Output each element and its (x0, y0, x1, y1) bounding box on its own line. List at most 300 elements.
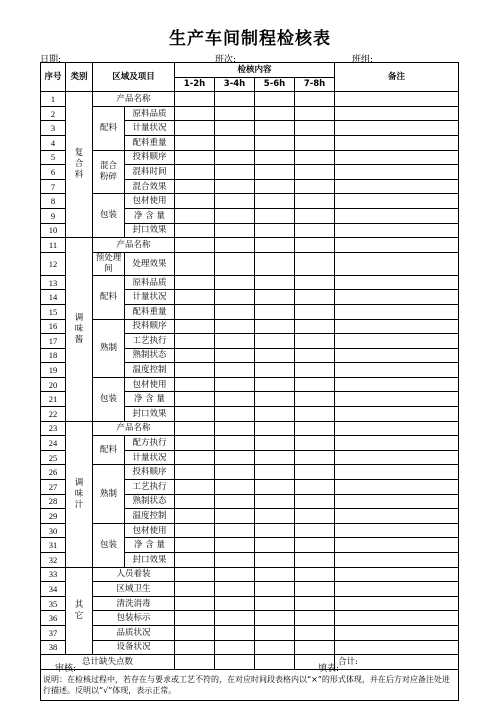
check-cell[interactable] (255, 334, 295, 349)
check-cell[interactable] (175, 194, 215, 209)
check-cell[interactable] (215, 165, 255, 180)
category-cell: 复 合 料 (66, 92, 93, 238)
item-cell: 包材使用 (125, 377, 175, 392)
check-cell[interactable] (215, 252, 255, 275)
shift-label: 班次: (215, 55, 237, 65)
inspection-table (40, 62, 459, 701)
check-cell[interactable] (295, 334, 335, 349)
check-cell[interactable] (215, 523, 255, 538)
check-cell[interactable] (215, 465, 255, 480)
header-check-content: 检核内容 (175, 63, 335, 78)
check-cell[interactable] (215, 179, 255, 194)
row-number: 5 (41, 150, 66, 165)
row-number: 27 (41, 480, 66, 495)
table-row (41, 523, 459, 538)
header-slot: 5-6h (255, 77, 295, 92)
check-cell[interactable] (215, 319, 255, 334)
check-cell[interactable] (295, 179, 335, 194)
check-cell[interactable] (215, 106, 255, 121)
remark-cell[interactable] (335, 304, 459, 319)
check-cell[interactable] (215, 304, 255, 319)
item-cell: 温度控制 (125, 509, 175, 524)
row-number: 37 (41, 625, 66, 640)
area-cell: 品质状况 (93, 625, 175, 640)
row-number: 28 (41, 494, 66, 509)
remark-cell[interactable] (335, 377, 459, 392)
summary-row (41, 655, 459, 670)
check-cell[interactable] (215, 509, 255, 524)
row-number: 31 (41, 538, 66, 553)
row-number: 3 (41, 121, 66, 136)
remark-cell[interactable] (335, 567, 459, 582)
table-body (41, 63, 459, 701)
category-cell: 调 味 酱 (66, 238, 93, 422)
check-cell[interactable] (175, 223, 215, 238)
table-row (41, 421, 459, 436)
check-cell[interactable] (215, 640, 255, 655)
remark-cell[interactable] (335, 334, 459, 349)
row-number: 24 (41, 436, 66, 451)
check-cell[interactable] (215, 238, 255, 253)
check-cell[interactable] (175, 421, 215, 436)
check-cell[interactable] (295, 165, 335, 180)
row-number: 9 (41, 208, 66, 223)
check-cell[interactable] (295, 121, 335, 136)
remark-cell[interactable] (335, 290, 459, 305)
check-cell[interactable] (295, 135, 335, 150)
check-cell[interactable] (255, 509, 295, 524)
remark-cell[interactable] (335, 538, 459, 553)
check-cell[interactable] (215, 450, 255, 465)
remark-cell[interactable] (335, 208, 459, 223)
check-cell[interactable] (175, 450, 215, 465)
item-cell: 净 含 量 (125, 208, 175, 223)
header-seq: 序号 (41, 63, 66, 92)
check-cell[interactable] (295, 465, 335, 480)
area-cell: 产品名称 (93, 92, 175, 107)
check-cell[interactable] (215, 596, 255, 611)
check-cell[interactable] (175, 494, 215, 509)
check-cell[interactable] (295, 494, 335, 509)
check-cell[interactable] (215, 223, 255, 238)
check-cell[interactable] (295, 238, 335, 253)
check-cell[interactable] (295, 538, 335, 553)
check-cell[interactable] (295, 640, 335, 655)
filler-label: 填表: (318, 664, 340, 674)
remark-cell[interactable] (335, 450, 459, 465)
check-cell[interactable] (255, 523, 295, 538)
item-cell: 工艺执行 (125, 334, 175, 349)
item-cell: 投料顺序 (125, 150, 175, 165)
check-cell[interactable] (175, 290, 215, 305)
row-number: 17 (41, 334, 66, 349)
remark-cell[interactable] (335, 319, 459, 334)
row-number: 4 (41, 135, 66, 150)
remark-cell[interactable] (335, 465, 459, 480)
item-cell: 配料重量 (125, 135, 175, 150)
remark-cell[interactable] (335, 553, 459, 568)
remark-cell[interactable] (335, 238, 459, 253)
check-cell[interactable] (215, 377, 255, 392)
check-cell[interactable] (295, 275, 335, 290)
check-cell[interactable] (255, 480, 295, 495)
check-cell[interactable] (175, 275, 215, 290)
check-cell[interactable] (255, 319, 295, 334)
subarea-cell: 配料 (93, 436, 125, 465)
check-cell[interactable] (255, 194, 295, 209)
row-number: 34 (41, 582, 66, 597)
check-cell[interactable] (255, 363, 295, 378)
check-cell[interactable] (175, 480, 215, 495)
table-row (41, 611, 459, 626)
check-cell[interactable] (215, 290, 255, 305)
subarea-cell: 预处理间 (93, 252, 125, 275)
table-row (41, 252, 459, 275)
remark-cell[interactable] (335, 223, 459, 238)
sum-label: 合计: (335, 655, 459, 670)
check-cell[interactable] (215, 436, 255, 451)
check-cell[interactable] (255, 135, 295, 150)
remark-cell[interactable] (335, 625, 459, 640)
check-cell[interactable] (215, 135, 255, 150)
remark-cell[interactable] (335, 92, 459, 107)
table-row (41, 194, 459, 209)
check-cell[interactable] (255, 377, 295, 392)
check-cell[interactable] (175, 567, 215, 582)
check-cell[interactable] (255, 150, 295, 165)
check-cell[interactable] (295, 92, 335, 107)
check-cell[interactable] (255, 275, 295, 290)
category-cell: 其 它 (66, 567, 93, 655)
item-cell: 计量状况 (125, 121, 175, 136)
check-cell[interactable] (295, 582, 335, 597)
area-cell: 人员着装 (93, 567, 175, 582)
area-cell: 设备状况 (93, 640, 175, 655)
check-cell[interactable] (255, 596, 295, 611)
remark-cell[interactable] (335, 275, 459, 290)
check-cell[interactable] (255, 179, 295, 194)
subarea-cell: 熟制 (93, 465, 125, 523)
item-cell: 熟制状态 (125, 494, 175, 509)
check-cell[interactable] (175, 106, 215, 121)
check-cell[interactable] (295, 363, 335, 378)
check-cell[interactable] (295, 625, 335, 640)
total-cell[interactable] (255, 655, 295, 670)
check-cell[interactable] (175, 640, 215, 655)
header-area: 区域及项目 (93, 63, 175, 92)
row-number: 10 (41, 223, 66, 238)
item-cell: 封口效果 (125, 223, 175, 238)
check-cell[interactable] (175, 611, 215, 626)
item-cell: 投料顺序 (125, 465, 175, 480)
check-cell[interactable] (175, 509, 215, 524)
remark-cell[interactable] (335, 436, 459, 451)
check-cell[interactable] (215, 348, 255, 363)
check-cell[interactable] (295, 436, 335, 451)
check-cell[interactable] (295, 450, 335, 465)
check-cell[interactable] (175, 179, 215, 194)
check-cell[interactable] (295, 304, 335, 319)
check-cell[interactable] (175, 596, 215, 611)
row-number: 14 (41, 290, 66, 305)
item-cell: 配料重量 (125, 304, 175, 319)
check-cell[interactable] (255, 494, 295, 509)
check-cell[interactable] (215, 553, 255, 568)
row-number: 22 (41, 407, 66, 422)
remark-cell[interactable] (335, 252, 459, 275)
check-cell[interactable] (295, 480, 335, 495)
check-cell[interactable] (215, 275, 255, 290)
remark-cell[interactable] (335, 480, 459, 495)
check-cell[interactable] (255, 640, 295, 655)
check-cell[interactable] (295, 567, 335, 582)
remark-cell[interactable] (335, 582, 459, 597)
check-cell[interactable] (175, 363, 215, 378)
check-cell[interactable] (295, 290, 335, 305)
subarea-cell: 熟制 (93, 319, 125, 377)
check-cell[interactable] (175, 165, 215, 180)
check-cell[interactable] (255, 567, 295, 582)
check-cell[interactable] (295, 223, 335, 238)
check-cell[interactable] (175, 348, 215, 363)
check-cell[interactable] (295, 319, 335, 334)
row-number: 38 (41, 640, 66, 655)
subarea-cell: 混合 粉碎 (93, 150, 125, 194)
remark-cell[interactable] (335, 165, 459, 180)
row-number: 29 (41, 509, 66, 524)
check-cell[interactable] (255, 436, 295, 451)
check-cell[interactable] (215, 625, 255, 640)
check-cell[interactable] (255, 625, 295, 640)
item-cell: 净 含 量 (125, 392, 175, 407)
remark-cell[interactable] (335, 611, 459, 626)
item-cell: 原料品质 (125, 106, 175, 121)
check-cell[interactable] (175, 392, 215, 407)
check-cell[interactable] (215, 421, 255, 436)
check-cell[interactable] (175, 238, 215, 253)
total-cell[interactable] (215, 655, 255, 670)
item-cell: 工艺执行 (125, 480, 175, 495)
check-cell[interactable] (255, 538, 295, 553)
total-cell[interactable] (175, 655, 215, 670)
row-number: 12 (41, 252, 66, 275)
row-number: 21 (41, 392, 66, 407)
remark-cell[interactable] (335, 179, 459, 194)
note-text: 说明：在检核过程中，若存在与要求或工艺不符的，在对应时间段表格内以“×”的形式体现，并在后方对应备注处进行描述。反明以“√”体现，表示正常。 (41, 669, 459, 700)
page-title: 生产车间制程检核表 (169, 29, 331, 49)
check-cell[interactable] (255, 223, 295, 238)
check-cell[interactable] (255, 208, 295, 223)
item-cell: 熟制状态 (125, 348, 175, 363)
table-row (41, 640, 459, 655)
row-number: 8 (41, 194, 66, 209)
table-row (41, 582, 459, 597)
table-row (41, 625, 459, 640)
row-number: 35 (41, 596, 66, 611)
check-cell[interactable] (215, 194, 255, 209)
check-cell[interactable] (255, 421, 295, 436)
check-cell[interactable] (295, 407, 335, 422)
check-cell[interactable] (255, 165, 295, 180)
row-number: 13 (41, 275, 66, 290)
table-row (41, 150, 459, 165)
check-cell[interactable] (175, 92, 215, 107)
remark-cell[interactable] (335, 494, 459, 509)
item-cell: 混合效果 (125, 179, 175, 194)
remark-cell[interactable] (335, 596, 459, 611)
check-cell[interactable] (295, 509, 335, 524)
row-number: 11 (41, 238, 66, 253)
check-cell[interactable] (255, 304, 295, 319)
check-cell[interactable] (215, 582, 255, 597)
check-cell[interactable] (175, 582, 215, 597)
check-cell[interactable] (175, 538, 215, 553)
subarea-cell: 包装 (93, 523, 125, 567)
check-cell[interactable] (295, 208, 335, 223)
check-cell[interactable] (255, 92, 295, 107)
check-cell[interactable] (295, 523, 335, 538)
remark-cell[interactable] (335, 523, 459, 538)
row-number: 15 (41, 304, 66, 319)
check-cell[interactable] (175, 523, 215, 538)
table-row (41, 319, 459, 334)
check-cell[interactable] (175, 436, 215, 451)
check-cell[interactable] (215, 334, 255, 349)
check-cell[interactable] (175, 319, 215, 334)
subarea-cell: 配料 (93, 275, 125, 319)
header-remark: 备注 (335, 63, 459, 92)
check-cell[interactable] (175, 407, 215, 422)
header-slot: 1-2h (175, 77, 215, 92)
remark-cell[interactable] (335, 121, 459, 136)
check-cell[interactable] (215, 611, 255, 626)
item-cell: 计量状况 (125, 290, 175, 305)
check-cell[interactable] (255, 121, 295, 136)
check-cell[interactable] (255, 553, 295, 568)
remark-cell[interactable] (335, 363, 459, 378)
check-cell[interactable] (255, 407, 295, 422)
check-cell[interactable] (255, 392, 295, 407)
check-cell[interactable] (295, 596, 335, 611)
row-number: 25 (41, 450, 66, 465)
row-number: 6 (41, 165, 66, 180)
item-cell: 净 含 量 (125, 538, 175, 553)
row-number: 2 (41, 106, 66, 121)
check-cell[interactable] (255, 465, 295, 480)
check-cell[interactable] (255, 348, 295, 363)
table-row (41, 92, 459, 107)
area-cell: 区域卫生 (93, 582, 175, 597)
check-cell[interactable] (215, 363, 255, 378)
check-cell[interactable] (295, 553, 335, 568)
check-cell[interactable] (215, 150, 255, 165)
item-cell: 投料顺序 (125, 319, 175, 334)
table-row (41, 436, 459, 451)
area-cell: 产品名称 (93, 421, 175, 436)
check-cell[interactable] (295, 252, 335, 275)
remark-cell[interactable] (335, 348, 459, 363)
table-row (41, 377, 459, 392)
check-cell[interactable] (215, 494, 255, 509)
check-cell[interactable] (215, 208, 255, 223)
item-cell: 计量状况 (125, 450, 175, 465)
table-row (41, 465, 459, 480)
check-cell[interactable] (295, 421, 335, 436)
row-number: 18 (41, 348, 66, 363)
check-cell[interactable] (175, 553, 215, 568)
item-cell: 温度控制 (125, 363, 175, 378)
check-cell[interactable] (255, 106, 295, 121)
check-cell[interactable] (255, 252, 295, 275)
check-cell[interactable] (175, 121, 215, 136)
check-cell[interactable] (175, 625, 215, 640)
remark-cell[interactable] (335, 421, 459, 436)
remark-cell[interactable] (335, 640, 459, 655)
header-slot: 3-4h (215, 77, 255, 92)
row-number: 7 (41, 179, 66, 194)
subarea-cell: 配料 (93, 106, 125, 150)
remark-cell[interactable] (335, 509, 459, 524)
row-number: 1 (41, 92, 66, 107)
remark-cell[interactable] (335, 194, 459, 209)
check-cell[interactable] (175, 208, 215, 223)
check-cell[interactable] (215, 407, 255, 422)
check-cell[interactable] (295, 194, 335, 209)
check-cell[interactable] (295, 348, 335, 363)
check-cell[interactable] (255, 238, 295, 253)
check-cell[interactable] (255, 450, 295, 465)
check-cell[interactable] (215, 121, 255, 136)
check-cell[interactable] (215, 92, 255, 107)
header-slot: 7-8h (295, 77, 335, 92)
remark-cell[interactable] (335, 392, 459, 407)
area-cell: 清洗消毒 (93, 596, 175, 611)
check-cell[interactable] (295, 611, 335, 626)
remark-cell[interactable] (335, 407, 459, 422)
category-cell: 调 味 汁 (66, 421, 93, 567)
check-cell[interactable] (175, 150, 215, 165)
check-cell[interactable] (255, 582, 295, 597)
item-cell: 封口效果 (125, 553, 175, 568)
check-cell[interactable] (295, 392, 335, 407)
check-cell[interactable] (255, 290, 295, 305)
remark-cell[interactable] (335, 135, 459, 150)
check-cell[interactable] (175, 465, 215, 480)
area-cell: 产品名称 (93, 238, 175, 253)
row-number: 30 (41, 523, 66, 538)
item-cell: 混料时间 (125, 165, 175, 180)
table-row (41, 567, 459, 582)
row-number: 26 (41, 465, 66, 480)
check-cell[interactable] (295, 377, 335, 392)
check-cell[interactable] (255, 611, 295, 626)
row-number: 23 (41, 421, 66, 436)
remark-cell[interactable] (335, 106, 459, 121)
check-cell[interactable] (175, 334, 215, 349)
check-cell[interactable] (295, 150, 335, 165)
check-cell[interactable] (215, 392, 255, 407)
check-cell[interactable] (215, 538, 255, 553)
check-cell[interactable] (215, 567, 255, 582)
check-cell[interactable] (175, 135, 215, 150)
check-cell[interactable] (175, 304, 215, 319)
check-cell[interactable] (175, 377, 215, 392)
item-cell: 配方执行 (125, 436, 175, 451)
check-cell[interactable] (175, 252, 215, 275)
check-cell[interactable] (215, 480, 255, 495)
check-cell[interactable] (295, 106, 335, 121)
remark-cell[interactable] (335, 150, 459, 165)
